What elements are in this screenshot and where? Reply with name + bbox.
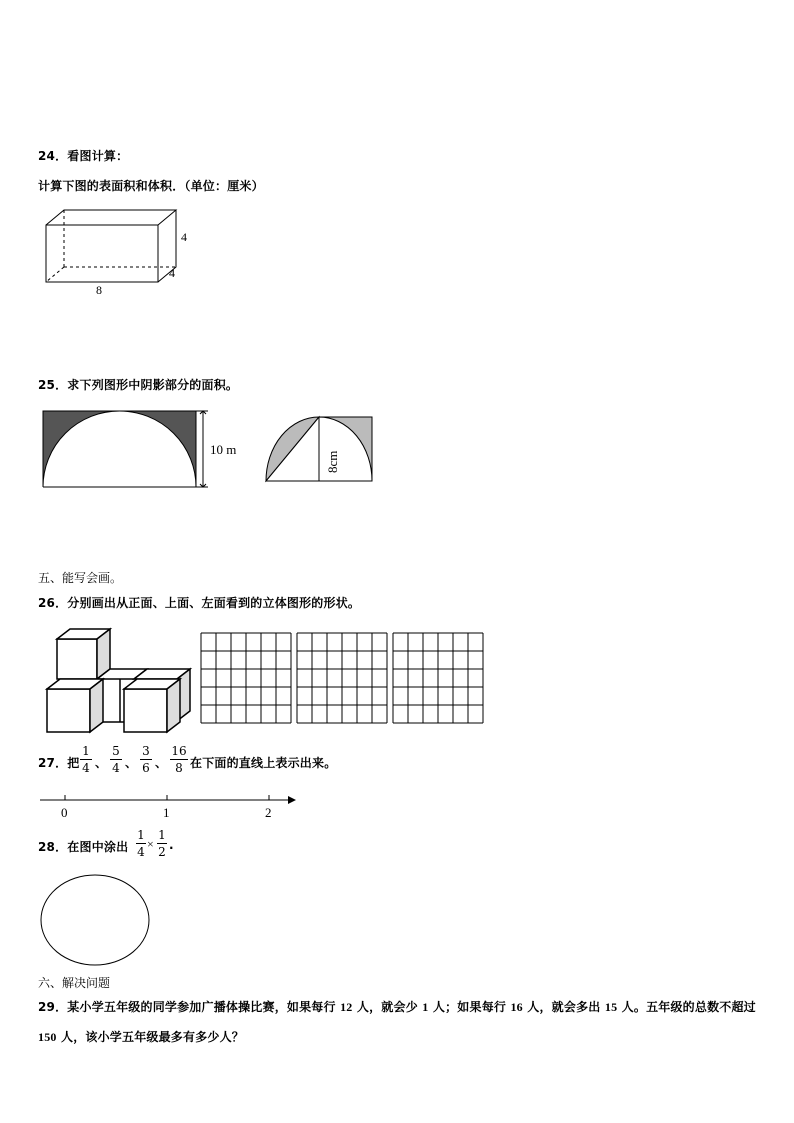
q24-title: 24．看图计算： <box>38 149 129 163</box>
q27-fraction-2: 5 4 <box>110 744 122 775</box>
q27-separator-3: 、 <box>155 756 168 770</box>
q28-prefix: 28．在图中涂出 <box>38 840 129 854</box>
quarter-circle-dimension-label: 8cm <box>325 450 340 473</box>
semicircle-shaded-figure <box>38 408 238 492</box>
quarter-circle-shaded-figure <box>262 413 378 485</box>
cuboid-height-label: 4 <box>181 230 187 244</box>
q27-prefix: 27．把 <box>38 756 80 770</box>
q28-fraction-1: 1 4 <box>137 828 145 859</box>
q27-separator-2: 、 <box>125 756 138 770</box>
drawing-grids <box>200 632 490 726</box>
grid-front-view[interactable] <box>201 633 291 723</box>
tick-label-0: 0 <box>61 805 68 820</box>
q28-times-sign: × <box>147 837 154 851</box>
tick-label-1: 1 <box>163 805 170 820</box>
section-6-title: 六、解决问题 <box>38 976 111 990</box>
q25-title: 25．求下列图形中阴影部分的面积。 <box>38 378 239 392</box>
cuboid-length-label: 8 <box>96 283 102 297</box>
q27-fraction-1: 1 4 <box>80 744 92 775</box>
q27-fraction-3: 3 6 <box>140 744 152 775</box>
grid-top-view[interactable] <box>297 633 387 723</box>
grid-left-view[interactable] <box>393 633 483 723</box>
section-5-title: 五、能写会画。 <box>38 571 123 585</box>
q28-fraction-2: 1 2 <box>158 828 166 859</box>
tick-label-2: 2 <box>265 805 272 820</box>
cuboid-width-label: 4 <box>169 266 175 280</box>
q27-separator-1: 、 <box>95 756 108 770</box>
q27-suffix: 在下面的直线上表示出来。 <box>190 756 337 770</box>
q24-instruction: 计算下图的表面积和体积．（单位：厘米） <box>38 179 264 193</box>
cuboid-figure <box>38 205 198 297</box>
semicircle-dimension-label: 10 m <box>210 442 237 457</box>
q29-text: 29．某小学五年级的同学参加广播体操比赛，如果每行 12 人，就会少 1 人；如果每行 16 人，就会多出 15 人。五年级的总数不超过 150 人，该小学五年级最多有多少人？ <box>38 1000 756 1044</box>
q26-title: 26．分别画出从正面、上面、左面看到的立体图形的形状。 <box>38 596 361 610</box>
number-line[interactable] <box>38 790 303 820</box>
q27-fraction-4: 16 8 <box>171 744 187 775</box>
q28-period: . <box>169 838 174 852</box>
shading-circle[interactable] <box>38 872 154 968</box>
cube-stack-figure <box>42 626 197 738</box>
